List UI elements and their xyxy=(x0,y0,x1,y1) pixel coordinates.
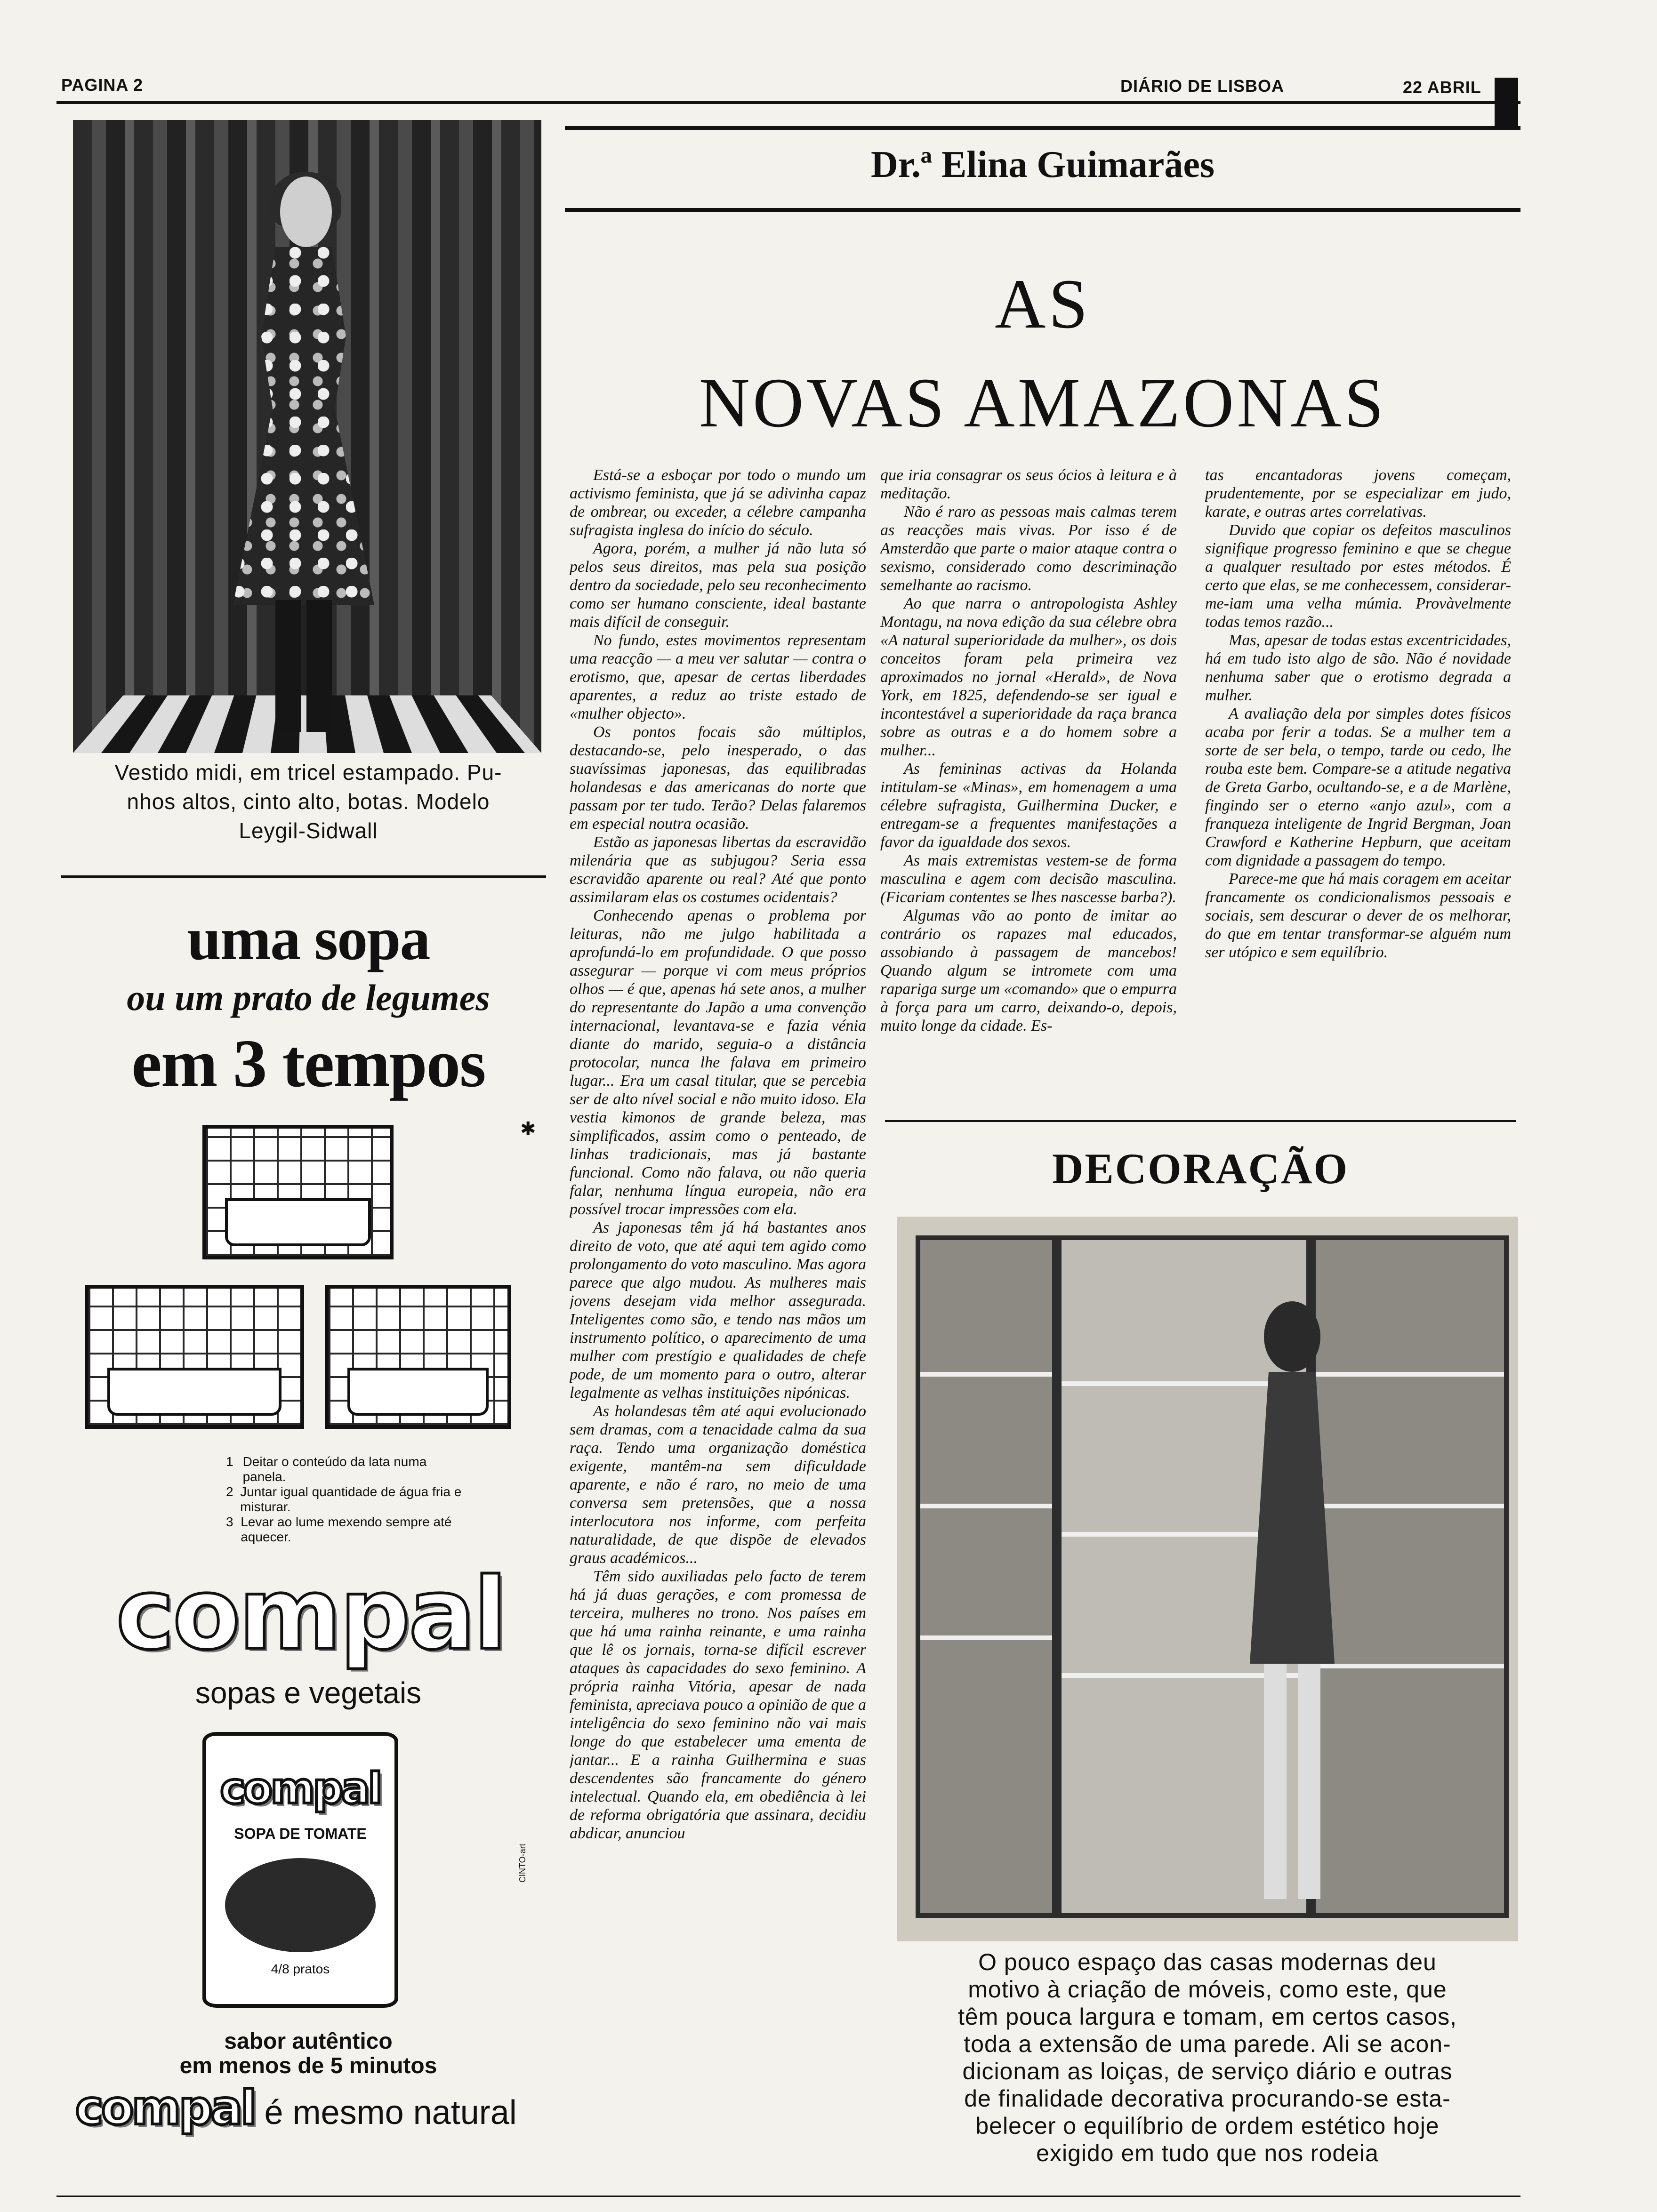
caption-line: belecer o equilíbrio de ordem estético hoje xyxy=(975,2113,1440,2139)
step-item: 3 Levar ao lume mexendo sempre até aquecer. xyxy=(226,1515,452,1544)
paragraph: Parece-me que há mais coragem em aceitar francamente os condicionalismos pessoais e sociais, sem descurar o dever de os melhorar, do que em tentar transformar-se alguém num ser utópico e sem equilíbrio. xyxy=(1205,870,1511,961)
step-item: 1 Deitar o conteúdo da lata numa panela. xyxy=(226,1454,427,1484)
issue-date: 22 ABRIL xyxy=(1403,78,1481,97)
soup-can xyxy=(202,1732,398,2008)
ad-headline-3: em 3 tempos xyxy=(131,1026,485,1101)
article-author: Dr.ª Elina Guimarães xyxy=(871,144,1215,185)
article-title-1: AS xyxy=(995,265,1091,343)
caption-line: de finalidade decorativa procurando-se esta- xyxy=(964,2085,1451,2112)
tagline-2: em menos de 5 minutos xyxy=(179,2053,437,2078)
ad-footer xyxy=(75,2080,546,2135)
decor-title: DECORAÇÃO xyxy=(1052,1145,1349,1193)
paragraph: As mais extremistas vestem-se de forma masculina e agem com decisão masculina. (Ficariam contentes se lhes nascesse barba?). xyxy=(880,852,1177,906)
paragraph: As holandesas têm até aqui evolucionado sem dramas, com a tenacidade calma da sua raça. Tendo uma organização doméstica exigente, mantêm-na sem dificuldade aparente, e não é raro, no meio de uma conversa sem pretensões, que a nossa interlocutora nos informe, com perfeita naturalidade, de que dispõe de elevados graus académicos... xyxy=(570,1403,866,1567)
newspaper-name: DIÁRIO DE LISBOA xyxy=(1120,76,1285,96)
step-illustration-3 xyxy=(325,1285,511,1429)
can-brand: compal xyxy=(220,1764,381,1813)
step-illustration-2 xyxy=(85,1285,304,1429)
caption-line: O pouco espaço das casas modernas deu xyxy=(978,1949,1437,1975)
paragraph: As japonesas têm já há bastantes anos direito de voto, que até aqui tem agido como prolongamento do voto masculino. Mas agora parece que algo mudou. As mulheres mais jovens desejam vida melhor assegurada. Inteligentes como são, e tendo nas mãos um instrumento político, o aparecimento de uma mulher com prestígio e qualidades de chefe pode, de um momento para o outro, alterar legalmente as velhas instituições nipónicas. xyxy=(570,1219,866,1402)
compal-footer-logo: compal xyxy=(75,2080,255,2135)
step-item: 2 Juntar igual quantidade de água fria e misturar. xyxy=(226,1484,462,1514)
paragraph: Algumas vão ao ponto de imitar ao contrário os rapazes mal educados, assobiando à passagem de mancebos! Quando algum se intromete com uma rapariga surge um «comando» que o empurra à força para um carro, deixando-o, depois, muito longe da cidade. Es- xyxy=(880,907,1177,1034)
paragraph: tas encantadoras jovens começam, prudentemente, por se especializar em judo, karate, e outras artes correlativas. xyxy=(1205,466,1511,521)
paragraph: As femininas activas da Holanda intitulam-se «Minas», em homenagem a uma célebre sufragista, Guilhermina Ducker, e entregam-se a frequentes manifestações a favor da igualdade dos sexos. xyxy=(880,760,1177,851)
caption-line: dicionam as loiças, de serviço diário e outras xyxy=(962,2058,1453,2084)
paragraph: Está-se a esboçar por todo o mundo um activismo feminista, que já se adivinha capaz de ombrear, ou exceder, a célebre campanha sufragista inglesa do início do século. xyxy=(570,466,866,539)
left-divider xyxy=(61,875,546,878)
can-portions: 4/8 pratos xyxy=(271,1962,330,1976)
article-top-rule xyxy=(565,126,1520,130)
author-rule xyxy=(565,208,1520,212)
ad-headline-1: uma sopa xyxy=(187,905,430,973)
caption-line: toda a extensão de uma parede. Ali se acon- xyxy=(964,2031,1451,2057)
compal-logo: compal xyxy=(116,1556,506,1672)
paragraph: Agora, porém, a mulher já não luta só pelos seus direitos, mas pela sua posição dentro da sociedade, pelo seu reconhecimento como ser humano consciente, ideal bastante mais difícil de conseguir. xyxy=(570,540,866,631)
paragraph: que iria consagrar os seus ócios à leitura e à meditação. xyxy=(880,466,1177,502)
paragraph: Mas, apesar de todas estas excentricidades, há em tudo isto algo de são. Não é novidade nenhuma saber que o erotismo degrada a mulher. xyxy=(1205,632,1511,704)
paragraph: No fundo, estes movimentos representam uma reacção — a meu ver salutar — contra o erotismo, que, apesar de certas liberdades aparentes, a reduz ao triste estado de «mulher objecto». xyxy=(570,632,866,722)
article-column-1 xyxy=(570,466,866,2179)
article-column-2 xyxy=(880,466,1177,1115)
article-column-3 xyxy=(1205,466,1511,1115)
footer-text: é mesmo natural xyxy=(264,2094,517,2132)
decor-caption xyxy=(897,1948,1518,2167)
ad-headline-2: ou um prato de legumes xyxy=(127,977,490,1018)
corner-block xyxy=(1495,78,1518,129)
model-figure xyxy=(214,176,393,741)
ad-subtitle: sopas e vegetais xyxy=(195,1676,422,1710)
caption-line: têm pouca largura e tomam, em certos casos, xyxy=(957,2004,1457,2030)
decor-top-rule xyxy=(885,1120,1516,1122)
bottom-rule xyxy=(56,2196,1520,2197)
tagline-1: sabor autêntico xyxy=(224,2029,393,2054)
star-icon: ✱ xyxy=(520,1118,536,1139)
can-bowl xyxy=(225,1858,376,1952)
caption-line: Leygil-Sidwall xyxy=(239,818,378,843)
ad-credit: CINTO-art xyxy=(518,1843,527,1883)
paragraph: Ao que narra o antropologista Ashley Montagu, na nova edição da sua célebre obra «A natural superioridade da mulher», os dois conceitos foram pela primeira vez aproximados no jornal «Herald», de Nova York, em 1825, defendendo-se ser igual e incontestável a superioridade da raça branca sobre as outras e a do homem sobre a mulher... xyxy=(880,595,1177,759)
caption-line: motivo à criação de móveis, como este, que xyxy=(968,1976,1447,2003)
page-number: PAGINA 2 xyxy=(61,75,144,95)
woman-figure xyxy=(1217,1301,1358,1913)
fashion-caption xyxy=(71,758,546,845)
paragraph: Conhecendo apenas o problema por leituras, não me julgo habilitada a aprofundá-lo em profundidade. O que posso assegurar — porque vi com meus próprios olhos — é que, apenas há sete anos, a mulher do representante do Japão a uma convenção internacional, levantava-se e fazia vénia diante do marido, seguia-o a distância protocolar, nunca lhe falava em primeiro lugar... Era um casal titular, que se percebia ser de alto nível social e não muito idoso. Ela vestia kimonos de grande beleza, mas simplificados, assim como o penteado, de linhas tradicionais, mas já bastante funcional. Como não falava, ou não queria falar, nenhuma língua europeia, não era possível trocar impressões com ela. xyxy=(570,907,866,1218)
caption-line: exigido em tudo que nos rodeia xyxy=(1036,2140,1379,2166)
paragraph: Têm sido auxiliadas pelo facto de terem há já duas gerações, e com promessa de terceira, mulheres no trono. Nos países em que há uma rainha reinante, e uma rainha que lê os jornais, torna-se difícil escrever ataques às capacidades do sexo feminino. A própria rainha Vitória, apesar de nada feminista, apreciava pouco a opinião de que a inteligência do sexo feminino não vai mais longe do que estabelecer uma ementa de jantar... E a rainha Guilhermina e suas descendentes são francamente do género intelectual. Quando ela, em obediência à lei de reforma obrigatória que assinara, decidiu abdicar, anunciou xyxy=(570,1568,866,1842)
paragraph: Não é raro as pessoas mais calmas terem as reacções mais vivas. Por isso é de Amsterdão que parte o maior ataque contra o sexismo, considerado como descriminação semelhante ao racismo. xyxy=(880,503,1177,594)
header-rule xyxy=(56,101,1520,104)
caption-line: Vestido midi, em tricel estampado. Pu- xyxy=(114,760,502,785)
paragraph: A avaliação dela por simples dotes físicos acaba por ferir a todas. Se a mulher tem a sorte de ser bela, o tempo, tarde ou cedo, lhe rouba este bem. Compare-se a atitude negativa de Greta Garbo, ocultando-se, e a de Marlène, fingindo ser o eterno «anjo azul», com a franqueza inteligente de Ingrid Bergman, Joan Crawford e Katherine Hepburn, que aceitam com dignidade a passagem do tempo. xyxy=(1205,705,1511,869)
preparation-steps xyxy=(226,1454,471,1545)
paragraph: Estão as japonesas libertas da escravidão milenária que as subjugou? Seria essa escravidão aparente ou real? Até que ponto assimilaram elas os costumes ocidentais? xyxy=(570,834,866,906)
cabinet-left xyxy=(916,1235,1057,1918)
step-illustration-1 xyxy=(202,1125,394,1259)
paragraph: Duvido que copiar os defeitos masculinos signifique progresso feminino e que se chegue a qualquer resultado por estes métodos. É certo que elas, se me conhecessem, considerar-me-iam uma velha múmia. Provàvelmente todas temos razão... xyxy=(1205,521,1511,631)
paragraph: Os pontos focais são múltiplos, destacando-se, pelo inesperado, o das suavíssimas japonesas, das equilibradas holandesas e das americanas do norte que passam por ter tudo. Terão? Delas falaremos em especial noutra ocasião. xyxy=(570,723,866,833)
article-title-2: NOVAS AMAZONAS xyxy=(699,364,1387,442)
caption-line: nhos altos, cinto alto, botas. Modelo xyxy=(127,789,490,814)
fashion-photo xyxy=(73,120,541,753)
can-flavour: SOPA DE TOMATE xyxy=(234,1825,367,1842)
decor-photo xyxy=(897,1217,1518,1941)
